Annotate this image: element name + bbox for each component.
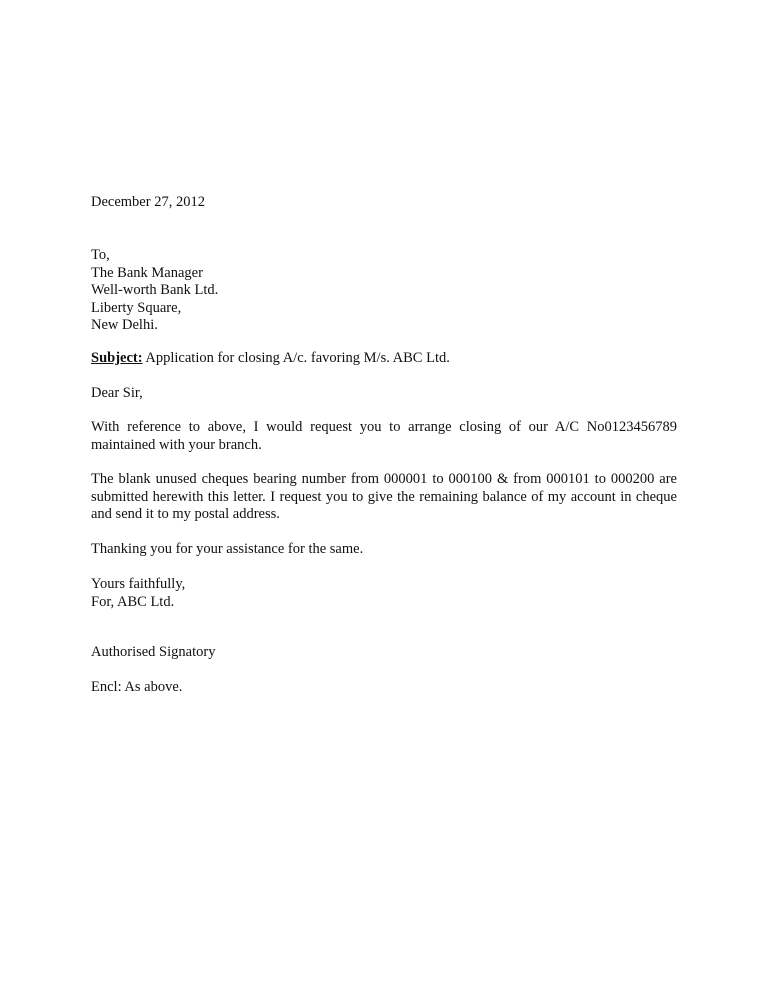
signatory-line: Authorised Signatory [91, 644, 216, 660]
recipient-city: New Delhi. [91, 317, 158, 333]
recipient-street: Liberty Square, [91, 299, 182, 316]
closing-block [91, 576, 677, 611]
subject-label: Subject: [91, 350, 143, 366]
recipient-title: The Bank Manager [91, 264, 203, 281]
greeting: Dear Sir, [91, 385, 143, 401]
paragraph-thanks: Thanking you for your assistance for the same. [91, 541, 364, 557]
closing-line: Yours faithfully, [91, 576, 186, 592]
company-line: For, ABC Ltd. [91, 593, 175, 610]
letter-date: December 27, 2012 [91, 194, 205, 210]
recipient-bank: Well-worth Bank Ltd. [91, 282, 219, 298]
recipient-to: To, [91, 247, 110, 263]
recipient-address [91, 247, 677, 335]
paragraph-cheques: The blank unused cheques bearing number from 000001 to 000100 & from 000101 to 000200 are submitted herewith this letter. I request you to give the remaining balance of my account in cheque and send it to my postal address. [91, 471, 677, 522]
subject-text: Application for closing A/c. favoring M/s. ABC Ltd. [142, 350, 450, 366]
enclosure-line: Encl: As above. [91, 679, 183, 695]
subject-line [91, 350, 677, 368]
paragraph-account-closing: With reference to above, I would request you to arrange closing of our A/C No0123456789 maintained with your branch. [91, 419, 677, 453]
